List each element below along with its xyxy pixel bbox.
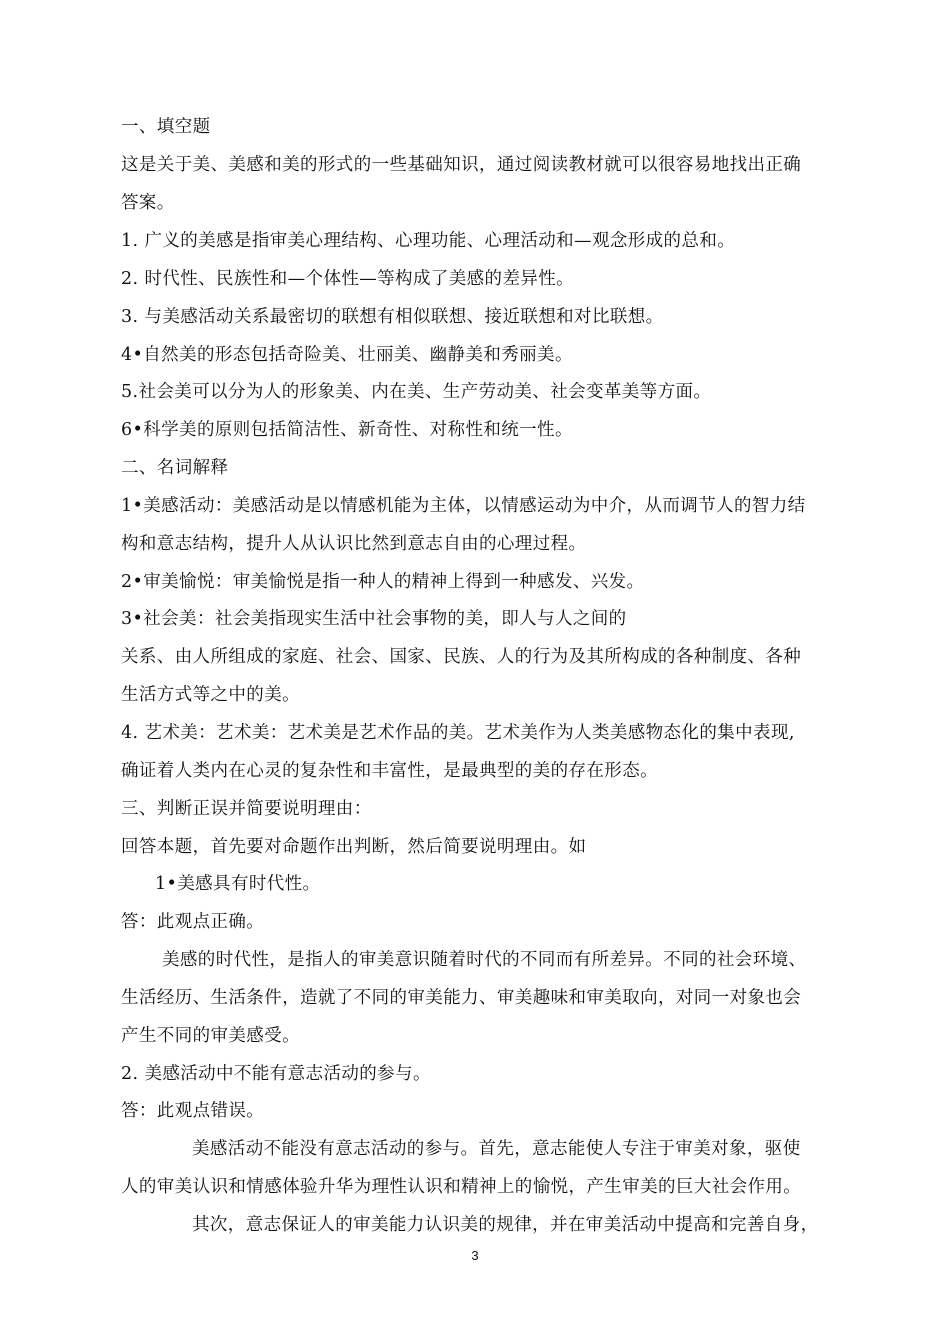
explanation-1-cont: 产生不同的审美感受。 [121,1026,300,1046]
term-definition-1-cont: 构和意志结构，提升人从认识比然到意志自由的心理过程。 [121,534,587,554]
answer-1: 答：此观点正确。 [121,912,265,932]
answer-item-6: 6•科学美的原则包括简洁性、新奇性、对称性和统一性。 [121,420,573,440]
term-definition-1: 1•美感活动：美感活动是以情感机能为主体，以情感运动为中介，从而调节人的智力结 [121,496,806,516]
term-definition-4-cont: 确证着人类内在心灵的复杂性和丰富性，是最典型的美的存在形态。 [121,761,658,781]
answer-item-1: 1. 广义的美感是指审美心理结构、心理功能、心理活动和—观念形成的总和。 [121,231,736,251]
answer-item-5: 5.社会美可以分为人的形象美、内在美、生产劳动美、社会变革美等方面。 [121,382,712,402]
answer-item-4: 4•自然美的形态包括奇险美、壮丽美、幽静美和秀丽美。 [121,345,573,365]
page-number: 3 [471,1248,479,1263]
explanation-2: 美感活动不能没有意志活动的参与。首先，意志能使人专注于审美对象，驱使 [192,1139,801,1159]
paragraph-line: 这是关于美、美感和美的形式的一些基础知识，通过阅读教材就可以很容易地找出正确 [121,155,802,175]
explanation-1: 美感的时代性，是指人的审美意识随着时代的不同而有所差异。不同的社会环境、 [162,950,807,970]
question-2: 2. 美感活动中不能有意志活动的参与。 [121,1064,431,1084]
answer-item-3: 3. 与美感活动关系最密切的联想有相似联想、接近联想和对比联想。 [121,307,664,327]
question-1: 1•美感具有时代性。 [155,874,321,894]
term-definition-3-cont: 关系、由人所组成的家庭、社会、国家、民族、人的行为及其所构成的各种制度、各种 [121,647,802,667]
term-definition-3-cont: 生活方式等之中的美。 [121,685,300,705]
section-heading-judgement: 三、判断正误并简要说明理由： [121,799,372,819]
answer-2: 答：此观点错误。 [121,1101,265,1121]
term-definition-2: 2•审美愉悦：审美愉悦是指一种人的精神上得到一种感发、兴发。 [121,572,645,592]
answer-item-2: 2. 时代性、民族性和—个体性—等构成了美感的差异性。 [121,269,575,289]
paragraph-line: 答案。 [121,193,175,213]
term-definition-3: 3•社会美：社会美指现实生活中社会事物的美，即人与人之间的 [121,609,627,629]
term-definition-4: 4. 艺术美：艺术美：艺术美是艺术作品的美。艺术美作为人类美感物态化的集中表现, [121,723,795,743]
paragraph-line: 回答本题，首先要对命题作出判断，然后简要说明理由。如 [121,837,587,857]
explanation-1-cont: 生活经历、生活条件，造就了不同的审美能力、审美趣味和审美取向，对同一对象也会 [121,988,802,1008]
section-heading-fill-blank: 一、填空题 [121,117,211,137]
explanation-2-cont: 其次，意志保证人的审美能力认识美的规律，并在审美活动中提高和完善自身， [192,1215,819,1235]
explanation-2-cont: 人的审美认识和情感体验升华为理性认识和精神上的愉悦，产生审美的巨大社会作用。 [121,1177,802,1197]
section-heading-terms: 二、名词解释 [121,458,229,478]
